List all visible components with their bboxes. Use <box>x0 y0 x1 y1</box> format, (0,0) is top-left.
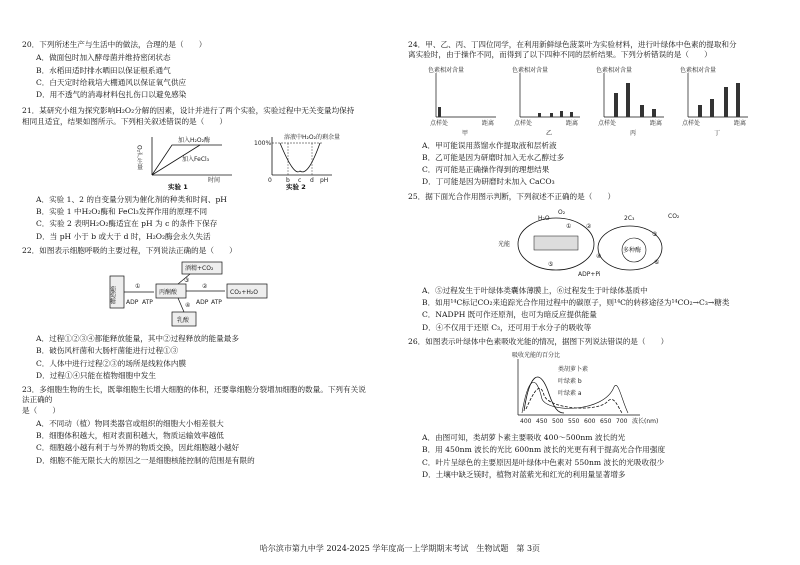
exp2-origin: 0 <box>268 176 272 184</box>
chart-ding-caption: 丁 <box>714 129 721 137</box>
atp-label-1: ATP <box>142 299 153 306</box>
q22-option-d: D．过程①④只能在植物细胞中发生 <box>36 370 156 380</box>
light-label: 光能 <box>498 240 511 248</box>
chart-yi-caption: 乙 <box>546 129 553 137</box>
q26-stem: 26．如图表示叶绿体中色素吸收光能的情况，据图下列说法错误的是（ ） <box>408 336 669 346</box>
question-20 <box>22 40 372 100</box>
q25-option-d: D．④不仅用于还原 C₃，还可用于水分子的吸收等 <box>422 322 592 332</box>
chart-jia-xr: 距离 <box>482 119 495 127</box>
step-4-label: ④ <box>185 302 191 309</box>
exp2-xlabel: pH <box>320 176 329 184</box>
q20-option-c: C．白天定时给栽培大棚通风以保证氧气供应 <box>36 77 187 87</box>
co2h2o-label: CO₂+H₂O <box>230 289 258 296</box>
step-6-label: ⑥ <box>654 258 660 266</box>
chart-bing-xr: 距离 <box>650 119 663 127</box>
question-22 <box>22 246 372 381</box>
o2-label: O₂ <box>558 208 566 216</box>
c3-label: 2C₃ <box>624 214 635 222</box>
chart-bing-caption: 丙 <box>630 129 637 137</box>
step-1-label: ① <box>135 283 141 290</box>
chart-bing-xl: 点样处 <box>598 119 617 127</box>
q21-option-b: B．实验 1 中H₂O₂酶和 FeCl₃发挥作用的原理不同 <box>36 207 208 216</box>
q26-option-d: D．土壤中缺乏镁时，植物对蓝紫光和红光的利用量显著增多 <box>422 469 626 479</box>
q20-option-b: B．水稻田适时排水晒田以保证根系通气 <box>36 65 171 75</box>
exp2-tick-d: d <box>310 176 314 184</box>
q24-stem-line2: 离实验时，由于操作不同，而得到了以下四种不同的层析结果。下列分析错误的是（ ） <box>408 50 712 60</box>
q26-figure <box>408 351 758 429</box>
step-2-label: ② <box>202 283 208 290</box>
question-21 <box>22 106 372 242</box>
q26-figure-svg <box>408 351 778 429</box>
question-24 <box>408 40 758 188</box>
q24-option-a: A．甲可能误用蒸馏水作提取液和层析液 <box>422 140 557 150</box>
q24-option-d: D．丁可能是因为研磨时未加入 CaCO₃ <box>422 177 555 187</box>
co2-label: CO₂ <box>668 212 680 220</box>
wavelength-xlabel: 波长(nm) <box>632 418 659 425</box>
chart-yi-xl: 点样处 <box>514 119 533 127</box>
lactic-label: 乳酸 <box>177 317 190 324</box>
chart-yi-ylabel: 色素相对含量 <box>512 66 549 74</box>
exp1-xlabel: 时间 <box>208 176 221 184</box>
pyruvate-label: 丙酮酸 <box>159 289 178 296</box>
exp2-tick-c: c <box>298 176 302 184</box>
chart-jia-ylabel: 色素相对含量 <box>428 66 465 74</box>
tick-550: 550 <box>568 418 580 425</box>
legend-chl-b: 叶绿素 b <box>558 378 582 385</box>
q21-option-c: C．实验 2 表明H₂O₂酶适宜在 pH 为 c 的条件下保存 <box>36 219 218 229</box>
q22-figure <box>22 260 372 330</box>
q23-stem-line2: 是（ ） <box>22 405 60 415</box>
q21-option-d: D．当 pH 小于 b 或大于 d 时，H₂O₂酶会永久失活 <box>36 231 211 241</box>
q21-option-a: A．实验 1、2 的自变量分别为催化剂的种类和时间、pH <box>36 194 227 204</box>
step-5-label: ⑤ <box>548 260 554 268</box>
chromatogram-ding <box>680 66 748 137</box>
q21-stem-line1: 21．某研究小组为探究影响H₂O₂分解的因素，设计并进行了两个实验，实验过程中无关变量均保持 <box>22 106 355 116</box>
chart-ding-xr: 距离 <box>734 119 747 127</box>
exp1-title: 实验 1 <box>168 182 188 191</box>
experiment-2-graph <box>254 133 340 191</box>
exp1-label-fecl3: 加入FeCl₃ <box>182 155 210 163</box>
q21-figure <box>22 131 372 191</box>
question-26 <box>408 337 758 480</box>
chart-ding-ylabel: 色素相对含量 <box>680 66 717 74</box>
chart-bing-ylabel: 色素相对含量 <box>596 66 633 74</box>
q24-figure-svg <box>408 65 778 137</box>
q25-option-b: B．如用¹⁴C标记CO₂来追踪光合作用过程中的碳原子，则¹⁴C的转移途径为¹⁴CO₂→C₃→糖类 <box>422 298 730 307</box>
tick-650: 650 <box>600 418 612 425</box>
question-25 <box>408 192 758 333</box>
exp1-ylabel: O₂产生量 <box>135 144 143 170</box>
q22-option-b: B．破伤风杆菌和大肠杆菌能进行过程①③ <box>36 346 179 356</box>
q25-option-a: A．⑤过程发生于叶绿体类囊体薄膜上，⑥过程发生于叶绿体基质中 <box>422 285 648 295</box>
step-4-label: ④ <box>596 252 602 260</box>
step-1-label: ① <box>566 222 572 230</box>
q22-figure-svg <box>22 260 352 330</box>
q23-option-d: D．细胞不能无限长大的原因之一是细胞核能控制的范围是有限的 <box>36 455 255 465</box>
tick-500: 500 <box>552 418 564 425</box>
experiment-1-graph <box>136 136 233 191</box>
q25-figure-svg <box>408 206 778 282</box>
atp-label-2: ATP <box>211 299 222 306</box>
q21-figure-svg <box>22 131 352 191</box>
legend-carotenoid: 类胡萝卜素 <box>558 366 589 373</box>
q24-figure <box>408 65 758 137</box>
q24-option-c: C．丙可能是正确操作得到的理想结果 <box>422 165 550 174</box>
q23-stem-line1: 23．多细胞生物的生长，既靠细胞生长增大细胞的体积，还要靠细胞分裂增加细胞的数量。下列有关说法正确的 <box>22 385 366 405</box>
exp2-title: 实验 2 <box>286 182 306 191</box>
q21-stem-line2: 相同且适宜，结果如图所示。下列相关叙述错误的是（ ） <box>22 116 228 126</box>
q25-figure <box>408 206 758 282</box>
q23-option-b: B．细胞体积越大，相对表面积越大，物质运输效率越低 <box>36 431 224 440</box>
q24-option-b: B．乙可能是因为研磨时加入无水乙醇过多 <box>422 152 565 162</box>
adp-pi-label: ADP+Pi <box>578 270 601 278</box>
alcohol-label: 酒精+CO₂ <box>185 265 214 272</box>
q20-option-d: D．用不透气的消毒材料包扎伤口以避免感染 <box>36 90 187 99</box>
step-3-label: ③ <box>652 230 658 238</box>
chart-jia-caption: 甲 <box>462 129 469 137</box>
chromatogram-jia <box>428 66 496 137</box>
left-column <box>22 40 372 468</box>
q20-option-a: A．做面包时加入酵母菌并维持密闭状态 <box>36 53 171 63</box>
q25-option-c: C．NADPH 既可作还原剂，也可为暗反应提供能量 <box>422 310 597 320</box>
chart-jia-xl: 点样处 <box>430 119 449 127</box>
q23-option-a: A．不同动（植）物同类器官或组织的细胞大小相差很大 <box>36 418 224 428</box>
q26-option-b: B．用 450nm 波长的光比 600nm 波长的光更有利于提高光合作用强度 <box>422 445 666 455</box>
q22-stem: 22．如图表示细胞呼吸的主要过程，下列说法正确的是（ ） <box>22 245 237 255</box>
tick-450: 450 <box>536 418 548 425</box>
exp1-label-enzyme: 加入H₂O₂酶 <box>178 136 211 144</box>
adp-label-1: ADP <box>126 299 139 306</box>
tick-700: 700 <box>616 418 628 425</box>
q22-option-c: C．人体中进行过程②③的场所是线粒体内膜 <box>36 358 187 368</box>
q24-stem-line1: 24．甲、乙、丙、丁四位同学，在利用新鲜绿色菠菜叶为实验材料，进行叶绿体中色素的提取和分 <box>408 40 737 49</box>
exp2-y100: 100% <box>254 139 272 147</box>
step-3-label: ③ <box>184 277 190 284</box>
legend-chl-a: 叶绿素 a <box>558 390 582 397</box>
h2o-label: H₂O <box>538 214 550 222</box>
q26-option-a: A．由图可知，类胡萝卜素主要吸收 400～500nm 波长的光 <box>422 433 626 442</box>
q22-option-a: A．过程①②③④都能释放能量，其中②过程释放的能量最多 <box>36 334 239 343</box>
page-footer: 哈尔滨市第九中学 2024-2025 学年度高一上学期期末考试 生物试题 第 3页 <box>259 544 541 553</box>
q25-stem: 25．据下面光合作用图示判断，下列叙述不正确的是（ ） <box>408 191 616 201</box>
many-enzymes-label: 多种酶 <box>623 246 642 254</box>
tick-400: 400 <box>520 418 532 425</box>
q23-option-c: C．细胞越小越有利于与外界的物质交换，因此细胞越小越好 <box>36 443 240 453</box>
question-23 <box>22 385 372 466</box>
exp2-ylabel: 溶液中H₂O₂的剩余量 <box>284 133 341 141</box>
exp2-tick-b: b <box>286 176 290 184</box>
q20-stem: 20．下列所述生产与生活中的做法，合理的是（ ） <box>22 40 207 49</box>
chart-yi-xr: 距离 <box>566 119 579 127</box>
step-2-label: ② <box>586 222 592 230</box>
chromatogram-bing <box>596 66 664 137</box>
q26-option-c: C．叶片呈绿色的主要原因是叶绿体中色素对 550nm 波长的光吸收很少 <box>422 457 665 467</box>
glucose-label: 葡萄糖 <box>108 286 116 304</box>
right-column <box>408 40 758 482</box>
chromatogram-yi <box>512 66 580 137</box>
tick-600: 600 <box>584 418 596 425</box>
adp-label-2: ADP <box>196 299 209 306</box>
absorb-ylabel: 吸收光能的百分比 <box>512 352 561 359</box>
chart-ding-xl: 点样处 <box>682 119 701 127</box>
